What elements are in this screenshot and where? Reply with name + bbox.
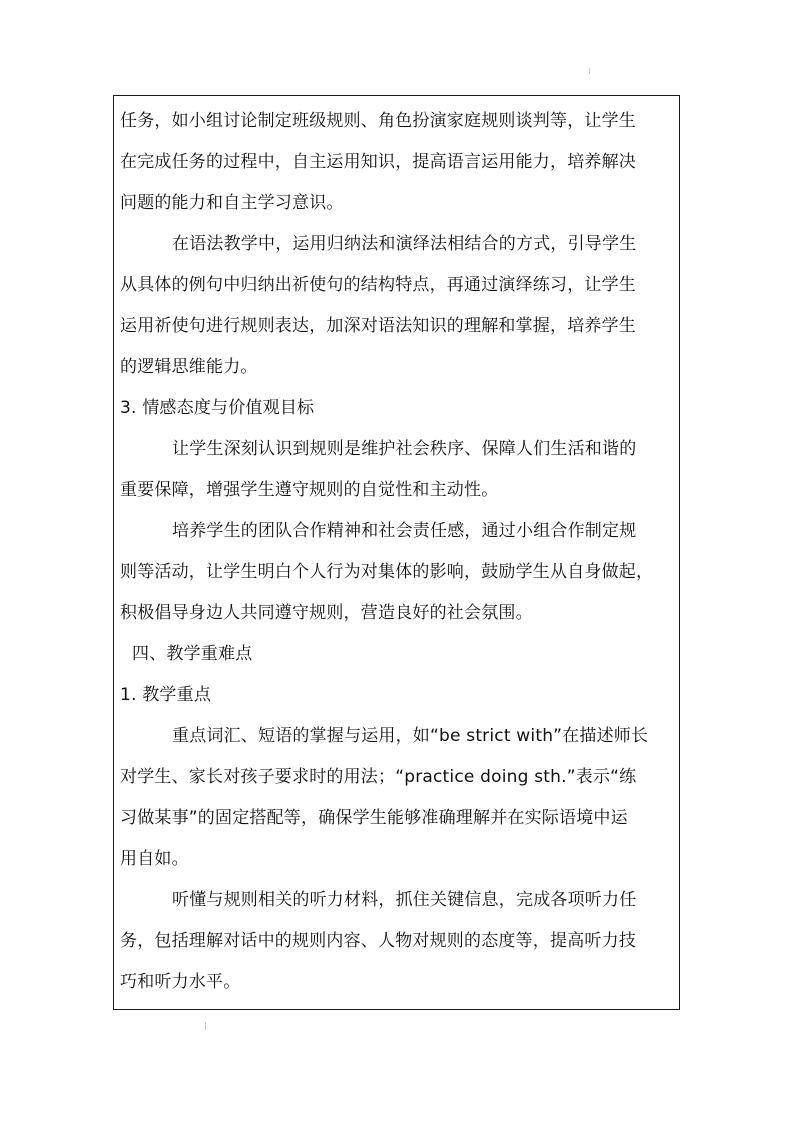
- paragraph-line: 则等活动，让学生明白个人行为对集体的影响，鼓励学生从自身做起，: [120, 562, 654, 582]
- page-corner-mark: [205, 1022, 206, 1030]
- paragraph-line: 让学生深刻认识到规则是维护社会秩序、保障人们生活和谐的: [172, 439, 637, 459]
- chapter-heading: 四、教学重难点: [132, 644, 253, 664]
- paragraph-line: 在完成任务的过程中，自主运用知识，提高语言运用能力，培养解决: [120, 152, 636, 172]
- section-heading: 3. 情感态度与价值观目标: [120, 398, 315, 418]
- paragraph-line: 对学生、家长对孩子要求时的用法；“practice doing sth.”表示“练: [120, 767, 637, 787]
- table-cell-frame: [113, 95, 680, 1010]
- paragraph-line: 的逻辑思维能力。: [120, 357, 258, 377]
- paragraph-line: 运用祈使句进行规则表达，加深对语法知识的理解和掌握，培养学生: [120, 316, 636, 336]
- paragraph-line: 务，包括理解对话中的规则内容、人物对规则的态度等，提高听力技: [120, 931, 636, 951]
- paragraph-line: 重点词汇、短语的掌握与运用，如“be strict with”在描述师长: [172, 726, 649, 746]
- document-body: [120, 101, 678, 1003]
- paragraph-line: 用自如。: [120, 849, 189, 869]
- paragraph-line: 积极倡导身边人共同遵守规则，营造良好的社会氛围。: [120, 603, 533, 623]
- page-corner-mark: [589, 68, 590, 74]
- section-heading: 1. 教学重点: [120, 685, 212, 705]
- paragraph-line: 重要保障，增强学生遵守规则的自觉性和主动性。: [120, 480, 499, 500]
- paragraph-line: 听懂与规则相关的听力材料，抓住关键信息，完成各项听力任: [172, 890, 637, 910]
- paragraph-line: 培养学生的团队合作精神和社会责任感，通过小组合作制定规: [172, 521, 637, 541]
- paragraph-line: 习做某事”的固定搭配等，确保学生能够准确理解并在实际语境中运: [120, 808, 628, 828]
- paragraph-line: 巧和听力水平。: [120, 972, 241, 992]
- paragraph-line: 任务，如小组讨论制定班级规则、角色扮演家庭规则谈判等，让学生: [120, 111, 636, 131]
- paragraph-line: 从具体的例句中归纳出祈使句的结构特点，再通过演绎练习，让学生: [120, 275, 636, 295]
- paragraph-line: 问题的能力和自主学习意识。: [120, 193, 344, 213]
- paragraph-line: 在语法教学中，运用归纳法和演绎法相结合的方式，引导学生: [172, 234, 637, 254]
